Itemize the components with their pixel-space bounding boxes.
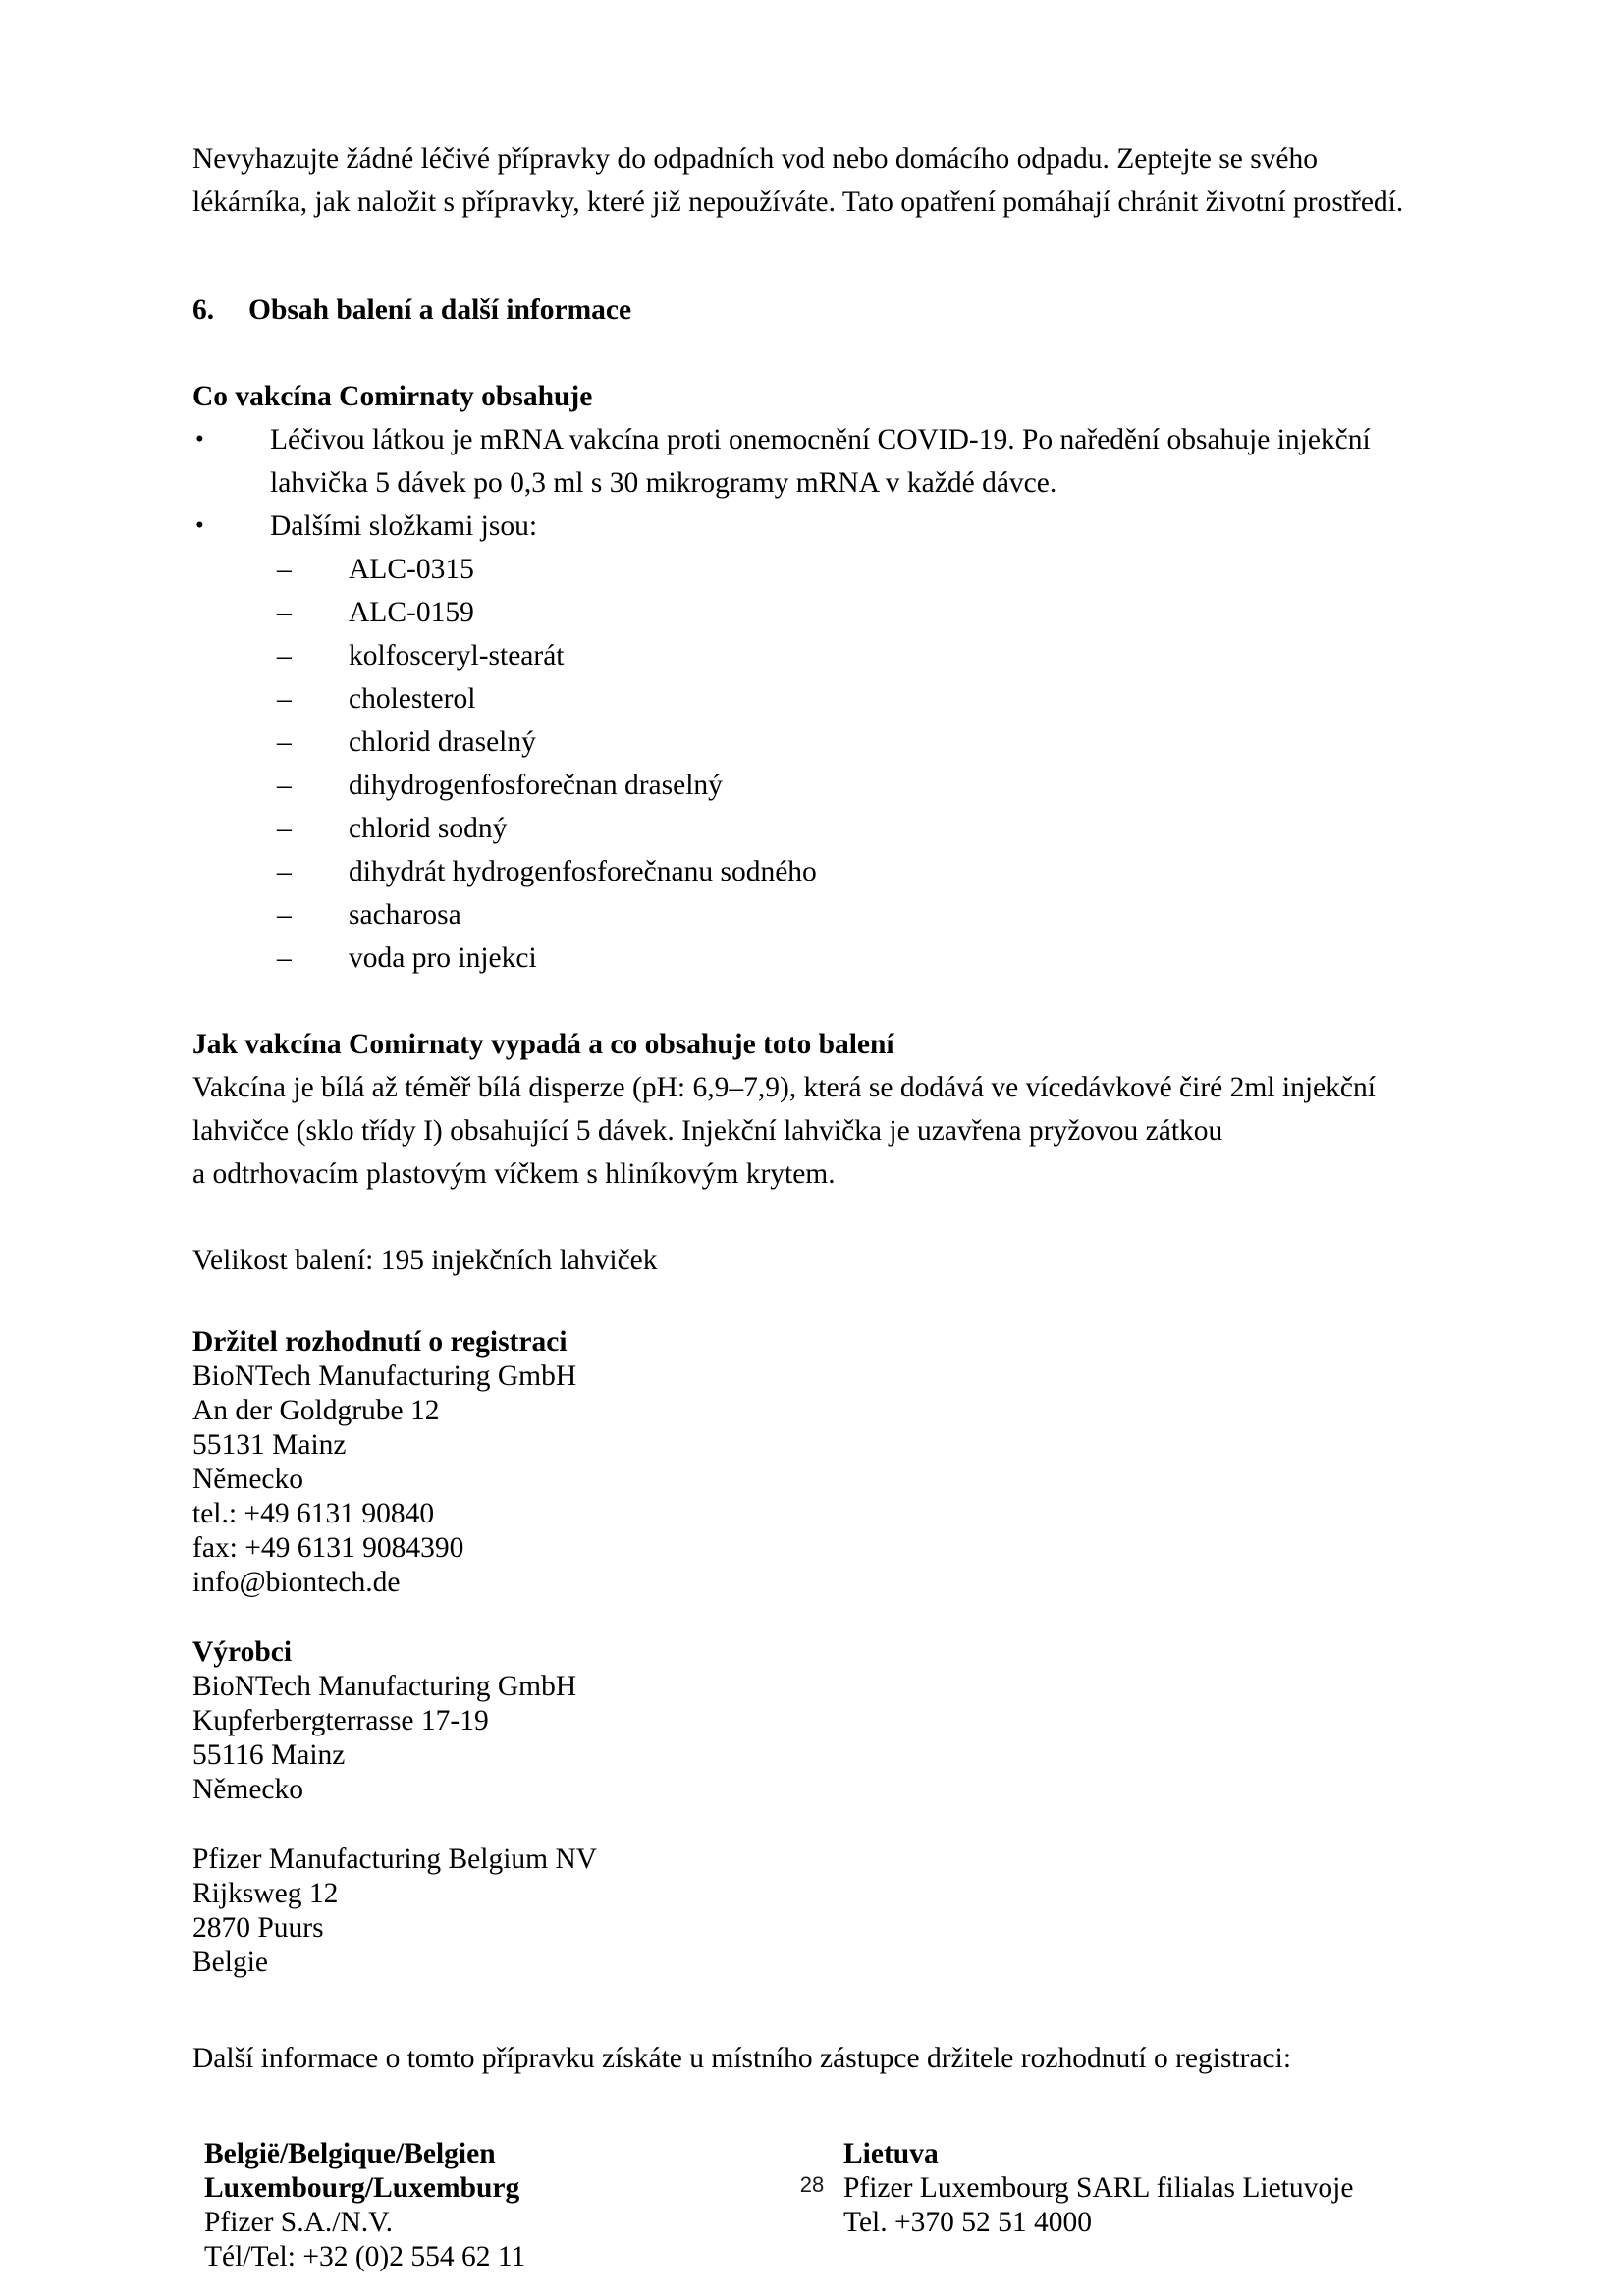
list-item-label: Léčivou látkou je mRNA vakcína proti onemocnění COVID-19. Po naředění obsahuje injekční lahvička 5 dávek po 0,3 ml s 30 mikrogramy mRNA v každé dávce.: [270, 424, 1371, 499]
phone-line: tel.: +49 6131 90840: [192, 1498, 435, 1529]
spacer: [192, 1282, 1432, 1325]
list-item: [277, 764, 1432, 807]
spacer: [192, 1980, 1432, 2015]
list-item-label: Dalšími složkami jsou:: [270, 510, 538, 542]
spacer: [192, 2080, 1432, 2115]
section-title: Obsah balení a další informace: [248, 294, 632, 326]
page-content: [192, 137, 1432, 2274]
spacer: [192, 2015, 1432, 2037]
list-item: [192, 418, 1432, 505]
appearance-line-2: lahvičce (sklo třídy I) obsahující 5 dávek. Injekční lahvička je uzavřena pryžovou zátkou: [192, 1115, 1223, 1147]
manufacturers-heading: Výrobci: [192, 1636, 293, 1668]
appearance-line-3: a odtrhovacím plastovým víčkem s hliníkovým krytem.: [192, 1158, 836, 1190]
list-item-label: chlorid sodný: [349, 813, 508, 844]
address-line: 55131 Mainz: [192, 1429, 347, 1461]
list-item: [277, 893, 1432, 936]
address-line: Pfizer Manufacturing Belgium NV: [192, 1843, 598, 1875]
spacer: [192, 332, 1432, 375]
list-item: [277, 721, 1432, 764]
contact-company: Pfizer S.A./N.V.: [204, 2207, 394, 2238]
address-line: Německo: [192, 1774, 304, 1805]
dash-icon: –: [277, 726, 292, 758]
spacer: [192, 267, 1432, 289]
address-line: 55116 Mainz: [192, 1739, 346, 1771]
dash-icon: –: [277, 899, 292, 931]
dash-icon: –: [277, 597, 292, 628]
address-line: Belgie: [192, 1947, 269, 1978]
pack-size: Velikost balení: 195 injekčních lahviček: [192, 1245, 658, 1276]
section-heading: [192, 289, 1432, 332]
dash-icon: –: [277, 640, 292, 671]
list-item-label: cholesterol: [349, 683, 476, 715]
address-line: Rijksweg 12: [192, 1878, 339, 1909]
list-item-label: chlorid draselný: [349, 726, 536, 758]
local-representatives-table: [204, 2137, 1443, 2274]
list-item-label: sacharosa: [349, 899, 461, 931]
list-item: [192, 505, 1432, 548]
contact-phone: Tel. +370 52 51 4000: [843, 2207, 1093, 2238]
list-item-label: dihydrát hydrogenfosforečnanu sodného: [349, 856, 817, 887]
contact-column-belgium: [204, 2137, 824, 2274]
composition-heading: Co vakcína Comirnaty obsahuje: [192, 381, 593, 412]
list-item: [277, 591, 1432, 634]
list-item-label: voda pro injekci: [349, 942, 537, 974]
address-line: BioNTech Manufacturing GmbH: [192, 1361, 577, 1392]
contact-country: Lietuva: [843, 2138, 939, 2169]
list-item-label: ALC-0159: [349, 597, 474, 628]
excipient-list: [192, 548, 1432, 980]
local-representatives-intro: Další informace o tomto přípravku získáte u místního zástupce držitele rozhodnutí o registraci:: [192, 2043, 1292, 2074]
list-item: [277, 677, 1432, 721]
spacer: [192, 1807, 1432, 1842]
list-item: [277, 548, 1432, 591]
bullet-icon: •: [195, 426, 204, 453]
address-line: BioNTech Manufacturing GmbH: [192, 1671, 577, 1702]
list-item: [277, 634, 1432, 677]
dash-icon: –: [277, 683, 292, 715]
contact-country: België/Belgique/Belgien: [204, 2138, 496, 2169]
list-item: [277, 936, 1432, 980]
contact-column-lithuania: [824, 2137, 1443, 2274]
dash-icon: –: [277, 770, 292, 801]
manufacturer-block: [192, 1842, 1432, 1980]
email-line: info@biontech.de: [192, 1567, 401, 1598]
dash-icon: –: [277, 554, 292, 585]
appearance-line-1: Vakcína je bílá až téměř bílá disperze (pH: 6,9–7,9), která se dodává ve vícedávkové čiré 2ml injekční: [192, 1072, 1376, 1103]
address-line: 2870 Puurs: [192, 1912, 324, 1944]
intro-paragraph: Nevyhazujte žádné léčivé přípravky do odpadních vod nebo domácího odpadu. Zeptejte se svého lékárníka, jak naložit s přípravky, které již nepoužíváte. Tato opatření pomáhají chránit životní prostředí.: [192, 143, 1404, 218]
appearance-heading: Jak vakcína Comirnaty vypadá a co obsahuje toto balení: [192, 1029, 894, 1060]
mah-address: [192, 1360, 1432, 1600]
address-line: An der Goldgrube 12: [192, 1395, 440, 1426]
page-number: 28: [799, 2172, 825, 2197]
address-line: Německo: [192, 1464, 304, 1495]
spacer: [192, 224, 1432, 267]
spacer: [192, 980, 1432, 1023]
spacer: [192, 1196, 1432, 1239]
list-item-label: dihydrogenfosforečnan draselný: [349, 770, 723, 801]
composition-bullet-list: [192, 418, 1432, 548]
manufacturer-block: [192, 1670, 1432, 1807]
mah-heading: Držitel rozhodnutí o registraci: [192, 1326, 568, 1358]
section-number: 6.: [192, 294, 215, 326]
dash-icon: –: [277, 856, 292, 887]
list-item: [277, 807, 1432, 850]
spacer: [192, 1600, 1432, 1635]
dash-icon: –: [277, 813, 292, 844]
dash-icon: –: [277, 942, 292, 974]
contact-country: Luxembourg/Luxemburg: [204, 2172, 520, 2204]
contact-company: Pfizer Luxembourg SARL filialas Lietuvoje: [843, 2172, 1354, 2204]
list-item-label: kolfosceryl-stearát: [349, 640, 565, 671]
address-line: Kupferbergterrasse 17-19: [192, 1705, 489, 1736]
fax-line: fax: +49 6131 9084390: [192, 1532, 464, 1564]
contact-phone: Tél/Tel: +32 (0)2 554 62 11: [204, 2241, 526, 2272]
bullet-icon: •: [195, 512, 204, 539]
list-item-label: ALC-0315: [349, 554, 474, 585]
spacer: [192, 2115, 1432, 2137]
list-item: [277, 850, 1432, 893]
